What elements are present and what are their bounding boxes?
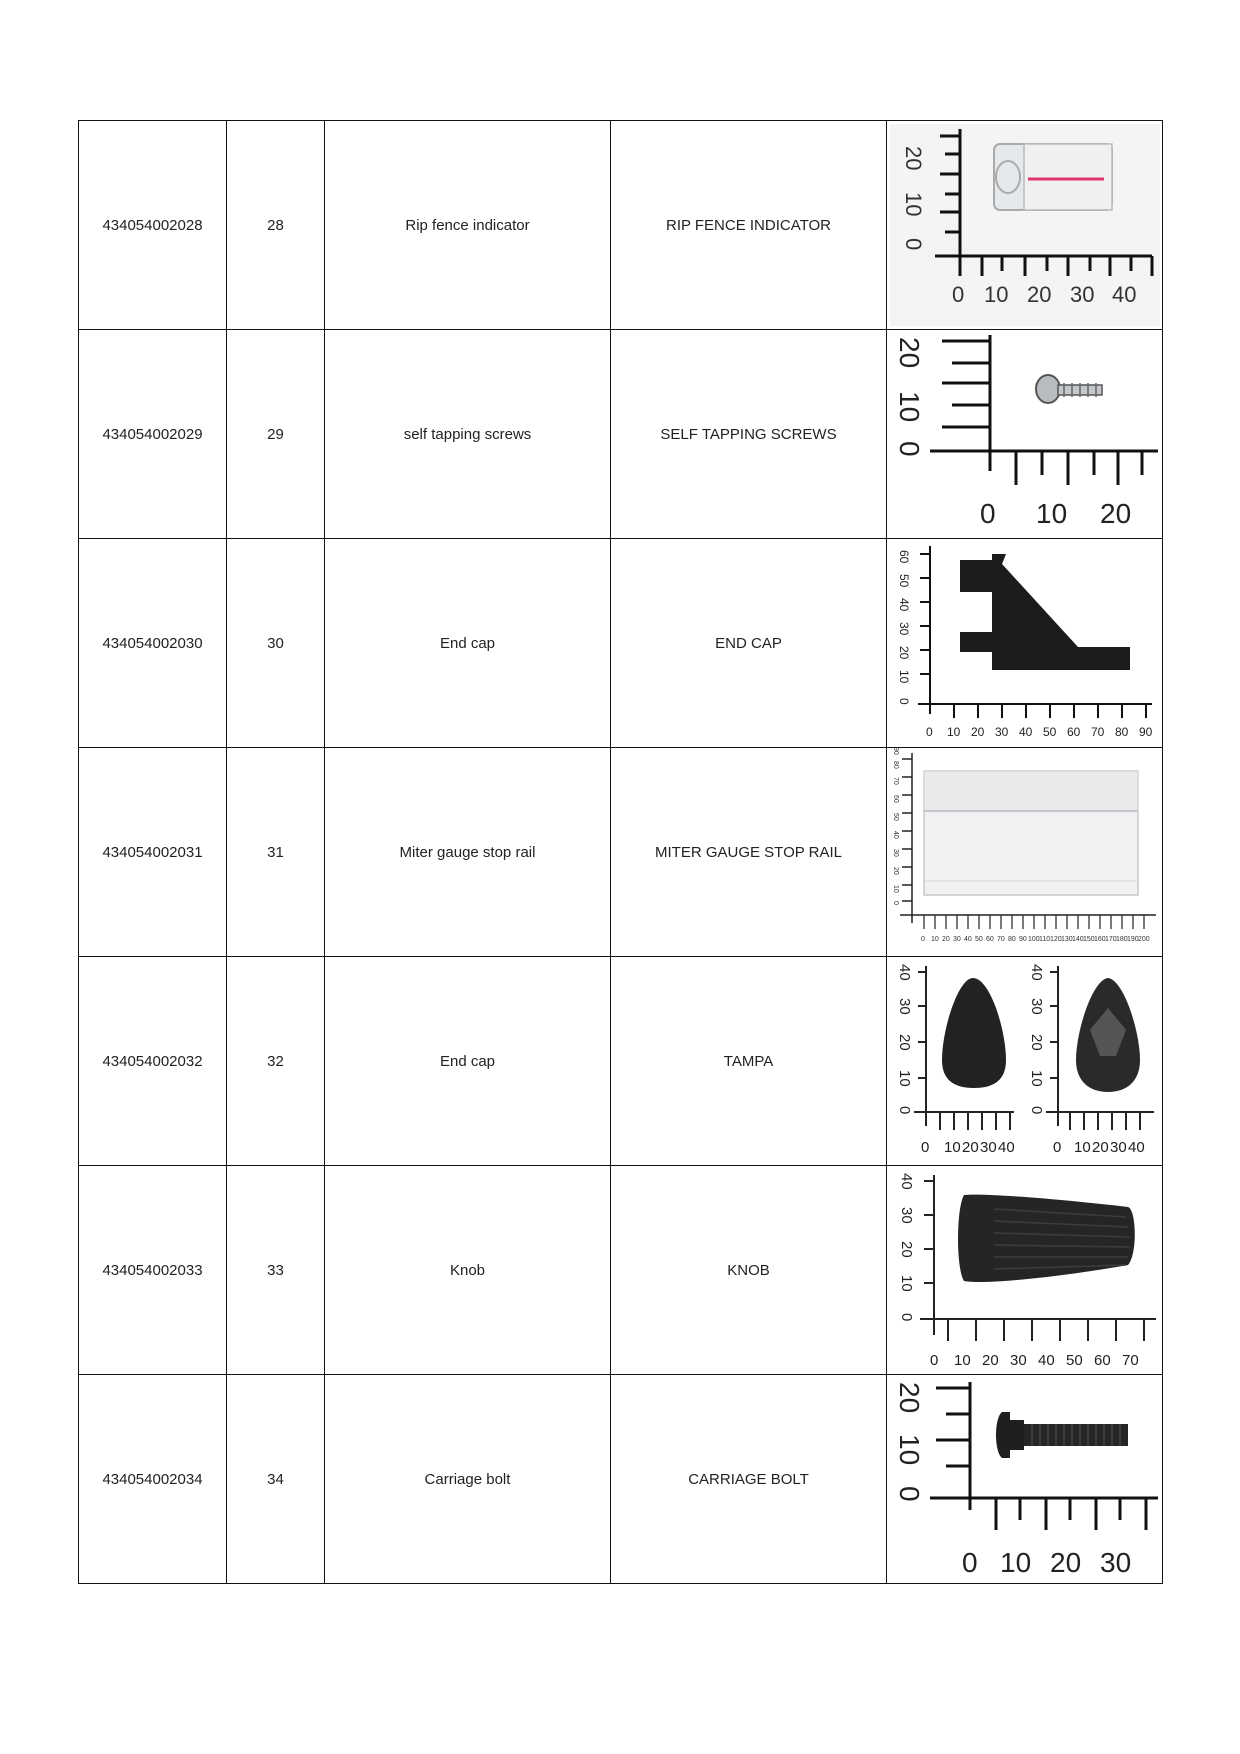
- y-tick-label: 20: [895, 1034, 913, 1051]
- y-tick-label: 30: [895, 998, 913, 1015]
- x-tick-label: 20: [981, 1352, 999, 1369]
- part-code: 434054002031: [79, 748, 227, 957]
- x-tick-label: 10: [999, 1547, 1031, 1578]
- stop-rail-photo: [890, 747, 1160, 953]
- knob-photo: [890, 1169, 1160, 1371]
- x-tick-label: 30: [1099, 1547, 1131, 1578]
- table-row: [79, 1375, 1163, 1584]
- end-cap-photo: [890, 542, 1160, 744]
- part-position: 34: [227, 1375, 325, 1584]
- table-row: [79, 330, 1163, 539]
- part-code: 434054002034: [79, 1375, 227, 1584]
- y-tick-label: 0: [891, 901, 899, 905]
- part-name: Knob: [325, 1166, 611, 1375]
- x-tick-label: 60: [1066, 725, 1080, 739]
- part-code: 434054002028: [79, 121, 227, 330]
- tampa-photo: [890, 960, 1160, 1162]
- x-tick-label: 10: [983, 282, 1008, 307]
- part-code: 434054002033: [79, 1166, 227, 1375]
- part-code: 434054002032: [79, 957, 227, 1166]
- y-tick-label: 10: [895, 1070, 913, 1087]
- y-tick-label: 40: [897, 1173, 915, 1190]
- x-tick-label: 20: [970, 725, 984, 739]
- x-tick-label: 10: [1035, 498, 1067, 529]
- table-row: [79, 957, 1163, 1166]
- y-tick-label: 10: [896, 670, 911, 684]
- y-tick-label: 70: [891, 777, 899, 785]
- y-tick-label: 20: [900, 146, 926, 171]
- part-name: End cap: [325, 539, 611, 748]
- part-name: Miter gauge stop rail: [325, 748, 611, 957]
- x-tick-label: 80: [1114, 725, 1128, 739]
- y-tick-label: 0: [900, 238, 926, 251]
- part-name-local: SELF TAPPING SCREWS: [611, 330, 887, 539]
- y-tick-label: 10: [1027, 1070, 1045, 1087]
- part-name: Rip fence indicator: [325, 121, 611, 330]
- y-tick-label: 20: [891, 867, 899, 875]
- part-name-local: CARRIAGE BOLT: [611, 1375, 887, 1584]
- y-tick-label: 10: [897, 1275, 915, 1292]
- part-photo-cell: [887, 539, 1163, 748]
- y-tick-label: 20: [897, 1241, 915, 1258]
- part-position: 28: [227, 121, 325, 330]
- part-name-local: END CAP: [611, 539, 887, 748]
- x-tick-label: 30: [1109, 1139, 1127, 1156]
- x-tick-label: 40: [1127, 1139, 1145, 1156]
- part-name: Carriage bolt: [325, 1375, 611, 1584]
- y-tick-label: 20: [896, 646, 911, 660]
- y-tick-label: 0: [895, 1106, 913, 1115]
- x-tick-label: 10: [930, 936, 939, 943]
- x-tick-label: 20: [1091, 1139, 1109, 1156]
- y-tick-label: 0: [893, 1486, 925, 1502]
- x-tick-label: 90: [1138, 725, 1152, 739]
- x-tick-label: 40: [1111, 282, 1136, 307]
- x-tick-label: 70: [1090, 725, 1104, 739]
- x-tick-label: 180: [1115, 936, 1128, 943]
- x-tick-label: 40: [963, 936, 972, 943]
- y-tick-label: 40: [895, 964, 913, 981]
- part-code: 434054002029: [79, 330, 227, 539]
- x-tick-label: 30: [994, 725, 1008, 739]
- y-tick-label: 0: [896, 698, 911, 705]
- x-tick-label: 30: [1069, 282, 1094, 307]
- y-tick-label: 0: [1027, 1106, 1045, 1115]
- x-tick-label: 10: [943, 1139, 961, 1156]
- x-tick-label: 0: [1052, 1139, 1061, 1156]
- table-row: [79, 539, 1163, 748]
- y-tick-label: 60: [896, 550, 911, 564]
- part-position: 30: [227, 539, 325, 748]
- y-tick-label: 60: [891, 795, 899, 803]
- x-tick-label: 30: [952, 936, 961, 943]
- y-tick-label: 50: [896, 574, 911, 588]
- table-row: [79, 748, 1163, 957]
- x-tick-label: 20: [1099, 498, 1131, 529]
- x-tick-label: 30: [1009, 1352, 1027, 1369]
- y-tick-label: 20: [893, 1382, 925, 1414]
- x-tick-label: 150: [1082, 936, 1095, 943]
- x-tick-label: 0: [920, 936, 925, 943]
- x-tick-label: 0: [925, 725, 933, 739]
- part-name-local: KNOB: [611, 1166, 887, 1375]
- parts-table: [78, 120, 1163, 1584]
- part-position: 32: [227, 957, 325, 1166]
- x-tick-label: 60: [985, 936, 994, 943]
- y-tick-label: 10: [891, 885, 899, 893]
- table-row: [79, 121, 1163, 330]
- part-name: self tapping screws: [325, 330, 611, 539]
- part-photo-cell: [887, 121, 1163, 330]
- x-tick-label: 0: [929, 1352, 938, 1369]
- x-tick-label: 90: [1018, 936, 1027, 943]
- y-tick-label: 30: [1027, 998, 1045, 1015]
- x-tick-label: 50: [974, 936, 983, 943]
- y-tick-label: 10: [900, 192, 926, 217]
- x-tick-label: 60: [1093, 1352, 1111, 1369]
- y-tick-label: 30: [891, 849, 899, 857]
- x-tick-label: 130: [1060, 936, 1073, 943]
- y-tick-label: 40: [891, 831, 899, 839]
- x-tick-label: 40: [1037, 1352, 1055, 1369]
- y-tick-label: 10: [893, 1434, 925, 1466]
- x-tick-label: 200: [1137, 936, 1150, 943]
- y-tick-label: 90: [891, 747, 899, 755]
- x-tick-label: 10: [953, 1352, 971, 1369]
- part-photo-cell: [887, 330, 1163, 539]
- x-tick-label: 120: [1049, 936, 1062, 943]
- part-photo-cell: [887, 748, 1163, 957]
- y-tick-label: 30: [897, 1207, 915, 1224]
- y-tick-label: 0: [897, 1313, 915, 1322]
- screw-photo: [890, 333, 1160, 535]
- x-tick-label: 20: [941, 936, 950, 943]
- part-photo-cell: [887, 1375, 1163, 1584]
- x-tick-label: 190: [1126, 936, 1139, 943]
- part-photo-cell: [887, 1166, 1163, 1375]
- part-position: 29: [227, 330, 325, 539]
- y-tick-label: 40: [896, 598, 911, 612]
- x-tick-label: 40: [997, 1139, 1015, 1156]
- part-name: End cap: [325, 957, 611, 1166]
- x-tick-label: 0: [979, 498, 996, 529]
- y-tick-label: 80: [891, 761, 899, 769]
- x-tick-label: 70: [996, 936, 1005, 943]
- part-photo-cell: [887, 957, 1163, 1166]
- x-tick-label: 0: [961, 1547, 978, 1578]
- x-tick-label: 50: [1042, 725, 1056, 739]
- part-position: 33: [227, 1166, 325, 1375]
- x-tick-label: 20: [1026, 282, 1051, 307]
- table-row: [79, 1166, 1163, 1375]
- part-name-local: RIP FENCE INDICATOR: [611, 121, 887, 330]
- x-tick-label: 10: [1073, 1139, 1091, 1156]
- y-tick-label: 10: [893, 391, 925, 423]
- y-tick-label: 30: [896, 622, 911, 636]
- y-tick-label: 50: [891, 813, 899, 821]
- part-name-local: TAMPA: [611, 957, 887, 1166]
- part-position: 31: [227, 748, 325, 957]
- x-tick-label: 0: [920, 1139, 929, 1156]
- x-tick-label: 0: [951, 282, 964, 307]
- y-tick-label: 40: [1027, 964, 1045, 981]
- x-tick-label: 140: [1071, 936, 1084, 943]
- x-tick-label: 100: [1027, 936, 1040, 943]
- x-tick-label: 110: [1038, 936, 1050, 943]
- part-code: 434054002030: [79, 539, 227, 748]
- x-tick-label: 10: [946, 725, 960, 739]
- y-tick-label: 0: [893, 441, 925, 457]
- x-tick-label: 80: [1007, 936, 1016, 943]
- x-tick-label: 160: [1093, 936, 1106, 943]
- part-name-local: MITER GAUGE STOP RAIL: [611, 748, 887, 957]
- y-tick-label: 20: [1027, 1034, 1045, 1051]
- x-tick-label: 30: [979, 1139, 997, 1156]
- x-tick-label: 170: [1104, 936, 1117, 943]
- x-tick-label: 70: [1121, 1352, 1139, 1369]
- carriage-bolt-photo: [890, 1378, 1160, 1580]
- x-tick-label: 20: [961, 1139, 979, 1156]
- rip-fence-indicator-photo: [890, 124, 1160, 326]
- x-tick-label: 40: [1018, 725, 1032, 739]
- x-tick-label: 50: [1065, 1352, 1083, 1369]
- x-tick-label: 20: [1049, 1547, 1081, 1578]
- y-tick-label: 20: [893, 337, 925, 369]
